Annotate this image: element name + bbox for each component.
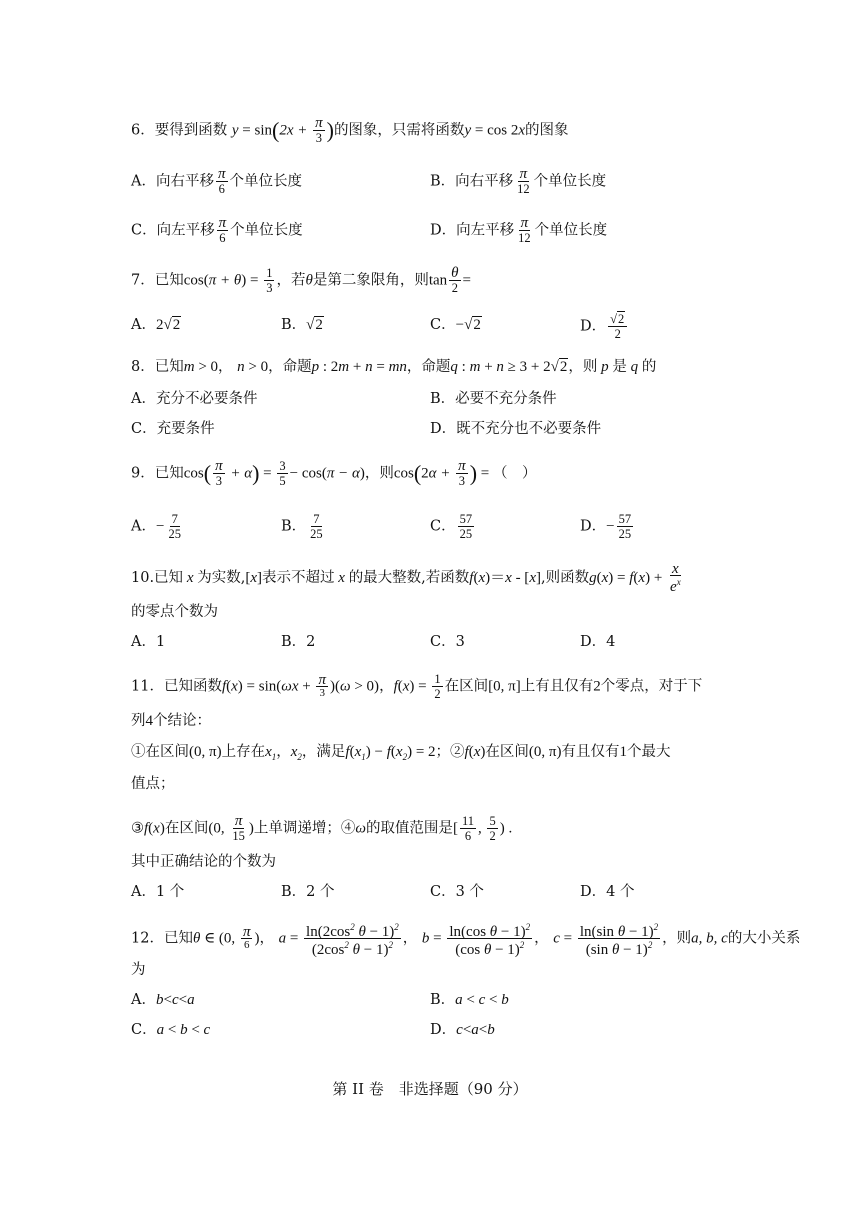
q9-option-c: C． $\frac{57}{25}$ [430,512,473,541]
q11-conclusions-1-2: ①在区间(0, π)上存在$x_1$，$x_2$，满足$f(x_1) - f(x_2) = 2$；②f(x)在区间(0, π)有且仅有1个最大 [131,744,671,762]
q7-stem: 7．已知cos(π + θ) = $\frac{1}{3}$ ，若θ是第二象限角，则tan $\frac{\theta}{2}$ = [131,265,472,295]
q12-option-a: A．b<c<a [131,992,195,1008]
q9-option-a: A．− $\frac{7}{25}$ [131,512,181,541]
q10-option-d: D．4 [580,634,616,650]
q6-option-a: A．向右平移 $\frac{\pi}{6}$ 个单位长度 [131,166,302,196]
q7-option-c: C．−√2 [430,317,481,333]
q11-stem: 11．已知函数f(x) = sin(ωx + $\frac{\pi}{3}$ )(ω > 0)，f(x) = $\frac{1}{2}$ 在区间[0, π]上有且仅有2个零点，对于下 [131,672,703,701]
q11-option-d: D．4 个 [580,884,635,900]
q8-option-a: A．充分不必要条件 [131,391,258,407]
q12-option-b: B．a < c < b [430,992,509,1008]
q6-option-b: B．向右平移 $\frac{\pi}{12}$ 个单位长度 [430,166,607,196]
q8-option-d: D．既不充分也不必要条件 [430,421,602,437]
q12-option-c: C．a < b < c [131,1022,211,1038]
section-heading: 第 II 卷 非选择题（90 分） [332,1080,528,1098]
q10-option-b: B．2 [281,634,316,650]
q11-stem-line2: 列4个结论： [131,713,211,729]
q10-stem-cont: 的零点个数为 [131,604,218,620]
q6-stem: 6．要得到函数 y = sin(2x + $\frac{\pi}{3}$ )的图象，只需将函数y = cos 2x的图象 [131,115,569,145]
q11-option-a: A．1 个 [131,884,185,900]
q11-conclusions-3-4: ③f(x)在区间(0, $\frac{\pi}{15}$ )上单调递增；④ω的取值范围是[ $\frac{11}{6}$ , $\frac{5}{2}$ ) . [131,813,513,843]
q9-option-d: D．− $\frac{57}{25}$ [580,512,632,541]
q11-option-c: C．3 个 [430,884,484,900]
q9-option-b: B． $\frac{7}{25}$ [281,512,323,541]
q10-option-c: C．3 [430,634,465,650]
q12-stem: 12．已知θ ∈ (0, $\frac{\pi}{6}$ )， a = $\frac{\ln(2\cos^2 \theta - 1)^2}{(2\cos^2 \theta - 1)^2}$ ， b = $\frac{\ln(\cos \theta - 1)^2}{(\cos \theta - 1)^2}$ ， c = $\frac{\ln(\sin \theta - 1)^2}{(\sin \theta - 1)^2}$ ，则a, b, c的大小关系 [131,922,801,958]
q11-conclusions-cont: 值点； [131,776,175,792]
q6-option-c: C．向左平移 $\frac{\pi}{6}$ 个单位长度 [131,215,303,245]
q10-option-a: A．1 [131,634,166,650]
q12-option-d: D．c<a<b [430,1022,495,1038]
q9-stem: 9．已知cos( $\frac{\pi}{3}$ + α) = $\frac{3}{5}$ − cos(π − α)，则cos(2α + $\frac{\pi}{3}$ ) = （ ） [131,458,537,488]
q7-option-b: B．√2 [281,317,323,333]
q7-option-a: A．2√2 [131,317,181,333]
q12-stem-cont: 为 [131,962,146,978]
q8-stem: 8．已知m > 0， n > 0，命题p : 2m + n = mn，命题q : m + n ≥ 3 + 2√2，则 p 是 q 的 [131,359,657,375]
q10-stem: 10.已知 x 为实数,[x]表示不超过 x 的最大整数,若函数f(x)＝x - [x],则函数g(x) = f(x) + $\frac{x}{e^x}$ [131,561,681,595]
q8-option-b: B．必要不充分条件 [430,391,557,407]
q6-option-d: D．向左平移 $\frac{\pi}{12}$ 个单位长度 [430,215,608,245]
q11-ask: 其中正确结论的个数为 [131,854,276,870]
q8-option-c: C．充要条件 [131,421,215,437]
q7-option-d: D． $\frac{√2}{2}$ [580,312,629,341]
q11-option-b: B．2 个 [281,884,335,900]
